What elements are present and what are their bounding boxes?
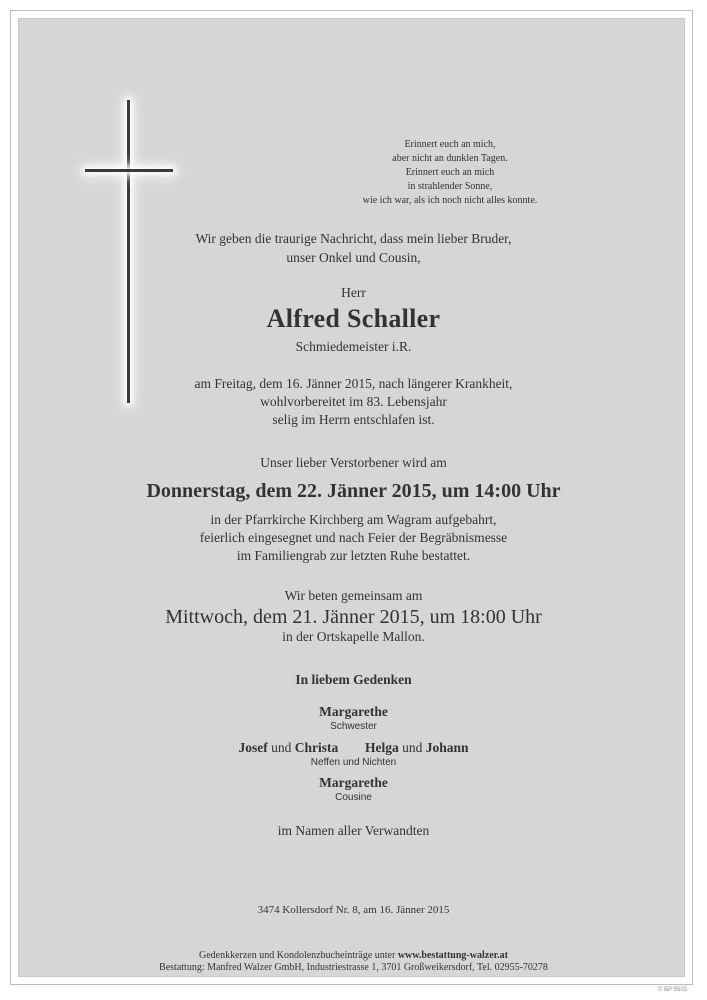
- intro-line: Wir geben die traurige Nachricht, dass mein lieber Bruder,: [195, 231, 512, 246]
- death-notice-line: selig im Herrn entschlafen ist.: [272, 412, 435, 427]
- poem-line: Erinnert euch an mich: [405, 167, 495, 178]
- conjunction: und: [271, 740, 292, 755]
- footer-text: Gedenkkerzen und Kondolenzbucheinträge unter: [199, 950, 398, 961]
- memorial-heading: In liebem Gedenken: [295, 672, 412, 687]
- mourner-name: Helga: [364, 740, 399, 755]
- deceased-title: Schmiedemeister i.R.: [295, 339, 412, 354]
- place-date: 3474 Kollersdorf Nr. 8, am 16. Jänner 2015: [257, 904, 450, 916]
- prayer-date: Mittwoch, dem 21. Jänner 2015, um 18:00 Uhr: [165, 606, 542, 628]
- funeral-intro: Unser lieber Verstorbener wird am: [260, 455, 447, 470]
- conjunction: und: [402, 740, 423, 755]
- funeral-details-line: im Familiengrab zur letzten Ruhe bestattet.: [236, 548, 471, 563]
- mourner-name: Johann: [425, 740, 469, 755]
- poem-line: aber nicht an dunklen Tagen.: [392, 153, 508, 164]
- cross-horizontal-beam: [85, 169, 173, 172]
- mourner-name: Christa: [294, 740, 339, 755]
- footer-website-link[interactable]: www.bestattung-walzer.at: [397, 950, 508, 961]
- mourner-nephews-role: Neffen und Nichten: [310, 757, 397, 768]
- salutation: Herr: [341, 285, 366, 300]
- footer-line-2: Bestattung: Manfred Walzer GmbH, Industriestrasse 1, 3701 Großweikersdorf, Tel. 02955-70278: [159, 962, 548, 973]
- prayer-intro: Wir beten gemeinsam am: [284, 588, 423, 603]
- intro-line: unser Onkel und Cousin,: [286, 250, 421, 265]
- mourner-cousin-name: Margarethe: [319, 775, 388, 790]
- funeral-date: Donnerstag, dem 22. Jänner 2015, um 14:00 Uhr: [146, 480, 561, 502]
- death-notice-line: am Freitag, dem 16. Jänner 2015, nach längerer Krankheit,: [194, 376, 513, 391]
- poem-line: Erinnert euch an mich,: [404, 139, 496, 150]
- footer-line-1: [0, 950, 707, 961]
- poem: [330, 138, 570, 208]
- mourner-sister-role: Schwester: [330, 721, 377, 732]
- prayer-place: in der Ortskapelle Mallon.: [282, 629, 425, 644]
- death-notice-line: wohlvorbereitet im 83. Lebensjahr: [260, 394, 447, 409]
- mourner-nephews-names: [0, 740, 707, 756]
- poem-line: wie ich war, als ich noch nicht alles konnte.: [362, 195, 538, 206]
- deceased-name: Alfred Schaller: [266, 304, 441, 333]
- mourner-cousin-role: Cousine: [335, 792, 372, 803]
- mourner-name: Josef: [238, 740, 268, 755]
- mourner-sister-name: Margarethe: [319, 704, 388, 719]
- funeral-details-line: feierlich eingesegnet und nach Feier der Begräbnismesse: [199, 530, 508, 545]
- funeral-details-line: in der Pfarrkirche Kirchberg am Wagram aufgebahrt,: [210, 512, 497, 527]
- relatives-line: im Namen aller Verwandten: [277, 823, 430, 838]
- poem-line: in strahlender Sonne,: [407, 181, 493, 192]
- print-code: © BP 9503: [658, 987, 687, 993]
